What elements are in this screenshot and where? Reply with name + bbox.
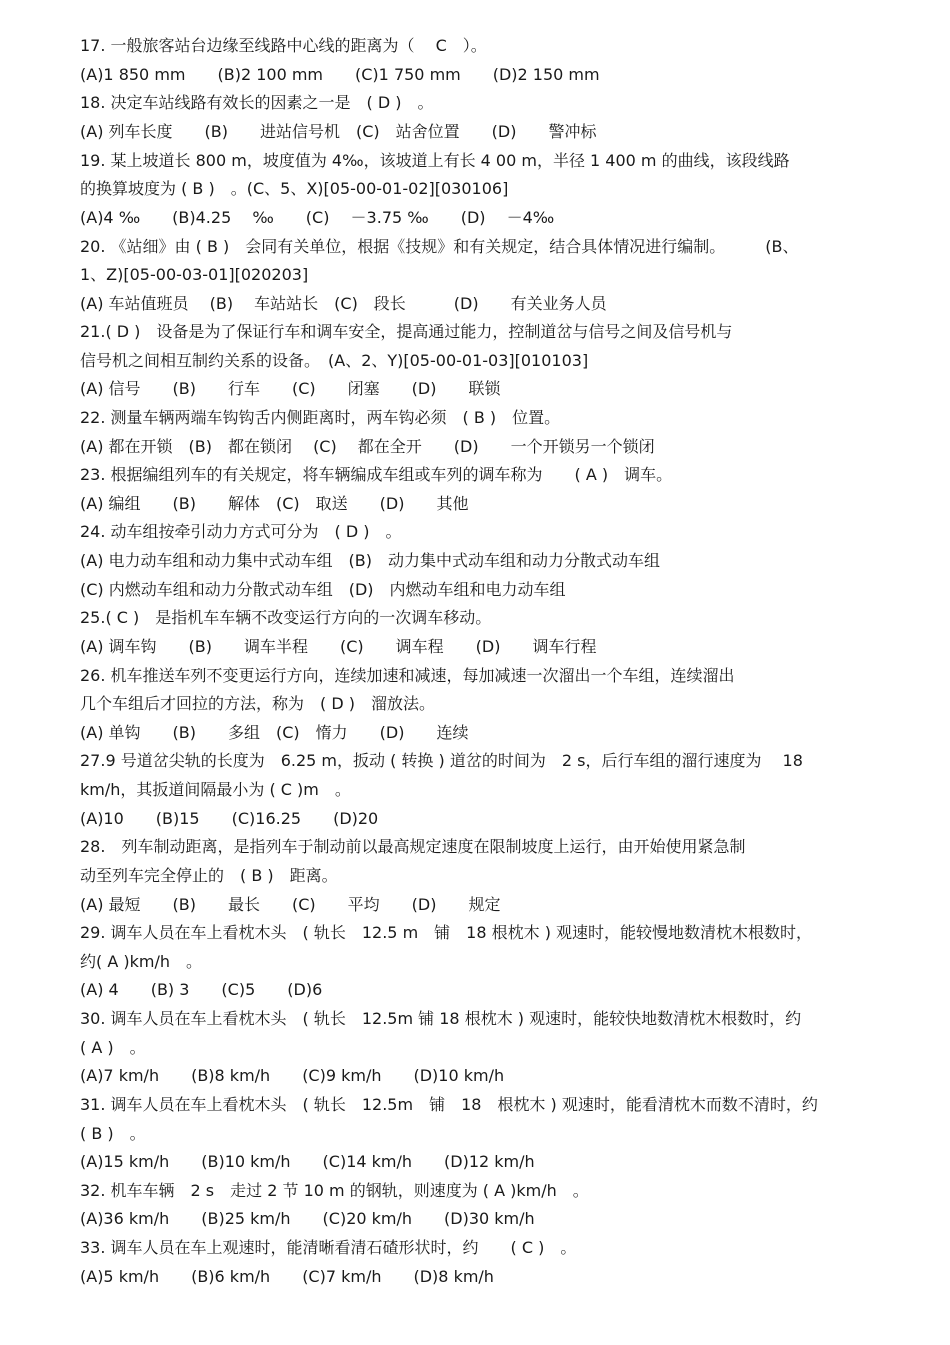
text-line: 33. 调车人员在车上观速时，能清晰看清石碴形状时，约 ( C ) 。 <box>80 1238 577 1257</box>
text-line: 动至列车完全停止的 ( B ) 距离。 <box>80 866 338 885</box>
text-line: 22. 测量车辆两端车钩钩舌内侧距离时，两车钩必须 ( B ) 位置。 <box>80 408 561 427</box>
text-line: (A)10 (B)15 (C)16.25 (D)20 <box>80 809 379 828</box>
text-line: 27.9 号道岔尖轨的长度为 6.25 m，扳动 ( 转换 ) 道岔的时间为 2 s，后行车组的溜行速度为 18 <box>80 751 803 770</box>
text-line: 28. 列车制动距离，是指列车于制动前以最高规定速度在限制坡度上运行，由开始使用紧急制 <box>80 837 746 856</box>
text-line: (A) 4 (B) 3 (C)5 (D)6 <box>80 980 323 999</box>
text-line: (A) 最短 (B) 最长 (C) 平均 (D) 规定 <box>80 895 501 914</box>
text-line: ( B ) 。 <box>80 1124 146 1143</box>
text-line: 30. 调车人员在车上看枕木头 ( 轨长 12.5m 铺 18 根枕木 ) 观速时，能较快地数清枕木根数时，约 <box>80 1009 802 1028</box>
text-line: 32. 机车车辆 2 s 走过 2 节 10 m 的钢轨，则速度为 ( A )km/h 。 <box>80 1181 589 1200</box>
text-line: (A)1 850 mm (B)2 100 mm (C)1 750 mm (D)2 150 mm <box>80 65 600 84</box>
text-line: (A) 编组 (B) 解体 (C) 取送 (D) 其他 <box>80 494 469 513</box>
text-line: (A)4 ‰ (B)4.25 ‰ (C) －3.75 ‰ (D) －4‰ <box>80 208 555 227</box>
text-line: (A) 列车长度 (B) 进站信号机 (C) 站舍位置 (D) 警冲标 <box>80 122 597 141</box>
text-line: (A)7 km/h (B)8 km/h (C)9 km/h (D)10 km/h <box>80 1066 505 1085</box>
text-line: (A)5 km/h (B)6 km/h (C)7 km/h (D)8 km/h <box>80 1267 494 1286</box>
text-line: 21.( D ) 设备是为了保证行车和调车安全，提高通过能力，控制道岔与信号之间及信号机与 <box>80 322 733 341</box>
text-line: 23. 根据编组列车的有关规定，将车辆编成车组或车列的调车称为 ( A ) 调车。 <box>80 465 673 484</box>
text-line: 18. 决定车站线路有效长的因素之一是 ( D ) 。 <box>80 93 434 112</box>
text-line: 20. 《站细》由 ( B ) 会同有关单位，根据《技规》和有关规定，结合具体情况进行编制。 (B、 <box>80 237 799 256</box>
text-line: 信号机之间相互制约关系的设备。 (A、2、Y)[05-00-01-03][010103] <box>80 351 589 370</box>
text-line: 25.( C ) 是指机车车辆不改变运行方向的一次调车移动。 <box>80 608 492 627</box>
text-line: (A) 调车钩 (B) 调车半程 (C) 调车程 (D) 调车行程 <box>80 637 597 656</box>
text-line: (A) 都在开锁 (B) 都在锁闭 (C) 都在全开 (D) 一个开锁另一个锁闭 <box>80 437 655 456</box>
text-line: ( A ) 。 <box>80 1038 146 1057</box>
text-line: 19. 某上坡道长 800 m，坡度值为 4‰，该坡道上有长 4 00 m，半径 1 400 m 的曲线，该段线路 <box>80 151 790 170</box>
text-line: (A)36 km/h (B)25 km/h (C)20 km/h (D)30 km/h <box>80 1209 535 1228</box>
text-line: (A) 单钩 (B) 多组 (C) 惰力 (D) 连续 <box>80 723 469 742</box>
text-line: 1、Z)[05-00-03-01][020203] <box>80 265 309 284</box>
text-line: (A) 信号 (B) 行车 (C) 闭塞 (D) 联锁 <box>80 379 501 398</box>
text-line: (A) 电力动车组和动力集中式动车组 (B) 动力集中式动车组和动力分散式动车组 <box>80 551 660 570</box>
text-line: km/h，其扳道间隔最小为 ( C )m 。 <box>80 780 351 799</box>
text-line: 24. 动车组按牵引动力方式可分为 ( D ) 。 <box>80 522 402 541</box>
text-line: 约( A )km/h 。 <box>80 952 202 971</box>
text-line: 26. 机车推送车列不变更运行方向，连续加速和减速，每加减速一次溜出一个车组，连续溜出 <box>80 666 735 685</box>
text-line: 几个车组后才回拉的方法，称为 ( D ) 溜放法。 <box>80 694 435 713</box>
text-line: (A)15 km/h (B)10 km/h (C)14 km/h (D)12 km/h <box>80 1152 535 1171</box>
text-line: 29. 调车人员在车上看枕木头 ( 轨长 12.5 m 铺 18 根枕木 ) 观速时，能较慢地数清枕木根数时， <box>80 923 813 942</box>
text-line: 的换算坡度为 ( B ) 。(C、5、X)[05-00-01-02][030106] <box>80 179 509 198</box>
text-line: (A) 车站值班员 (B) 车站站长 (C) 段长 (D) 有关业务人员 <box>80 294 607 313</box>
text-line: 31. 调车人员在车上看枕木头 ( 轨长 12.5m 铺 18 根枕木 ) 观速时，能看清枕木而数不清时，约 <box>80 1095 818 1114</box>
text-line: (C) 内燃动车组和动力分散式动车组 (D) 内燃动车组和电力动车组 <box>80 580 566 599</box>
text-line: 17. 一般旅客站台边缘至线路中心线的距离为（ C ）。 <box>80 36 487 55</box>
